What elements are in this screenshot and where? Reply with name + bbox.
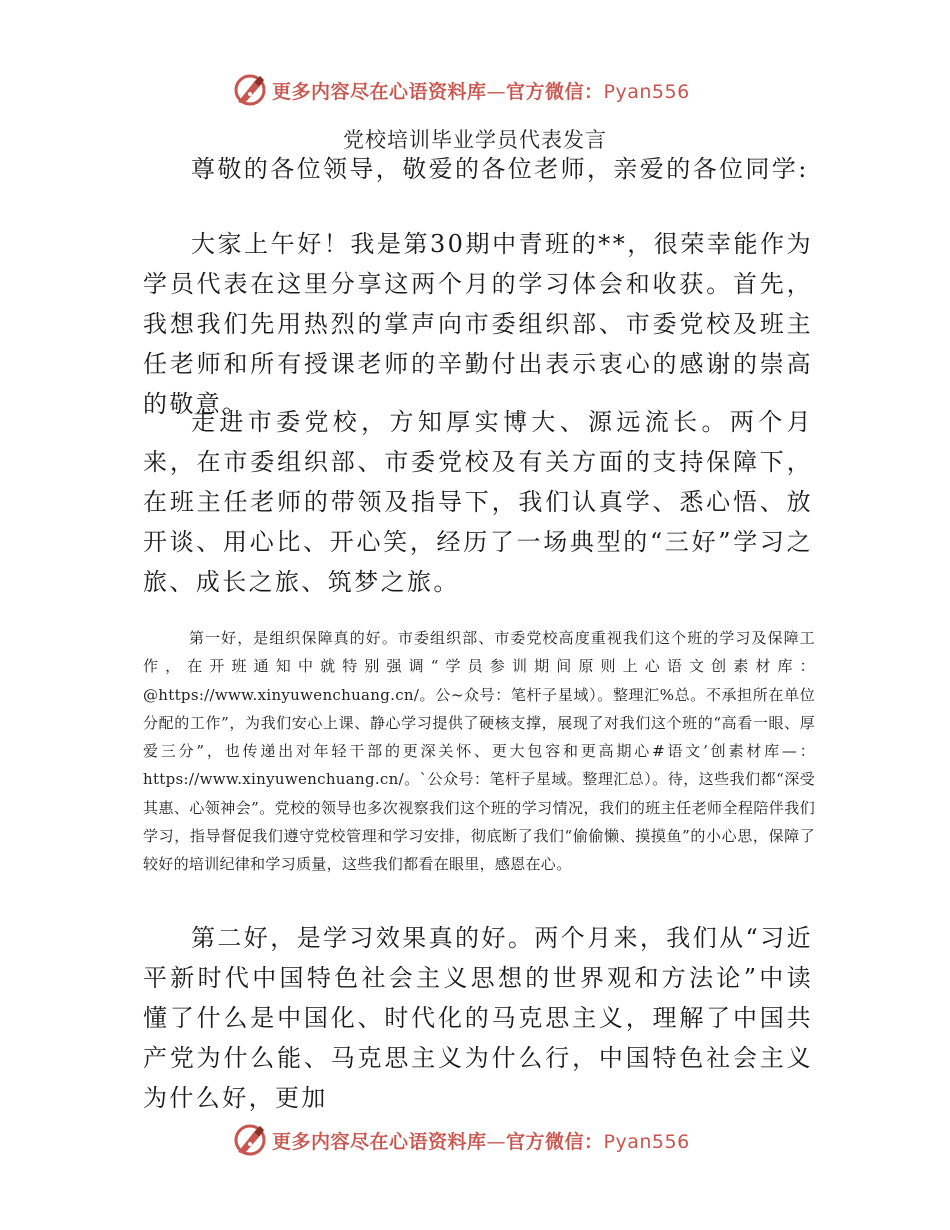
paragraph-second-good: 第二好，是学习效果真的好。两个月来，我们从“习近平新时代中国特色社会主义思想的世界观和方法论”中读懂了什么是中国化、时代化的马克思主义，理解了中国共产党为什么能、马克思主义为什么行，中国特色社会主义为什么好，更加 (143, 924, 813, 1112)
pen-nib-logo-icon (232, 72, 268, 108)
pen-nib-logo-icon (232, 1122, 268, 1158)
paragraph-introduction: 走进市委党校，方知厚实博大、源远流长。两个月来，在市委组织部、市委党校及有关方面的支持保障下，在班主任老师的带领及指导下，我们认真学、悉心悟、放开谈、用心比、开心笑，经历了一场典型的“三好”学习之旅、成长之旅、筑梦之旅。 (143, 408, 813, 596)
document-title: 党校培训毕业学员代表发言 (343, 128, 607, 152)
header-banner[interactable] (232, 72, 712, 108)
salutation: 尊敬的各位领导，敬爱的各位老师，亲爱的各位同学: (191, 155, 809, 183)
footer-banner-text: 更多内容尽在心语资料库—官方微信：Pyan556 (272, 1130, 690, 1153)
header-banner-text: 更多内容尽在心语资料库—官方微信：Pyan556 (272, 80, 690, 103)
paragraph-greeting: 大家上午好！我是第30期中青班的**，很荣幸能作为学员代表在这里分享这两个月的学习体会和收获。首先，我想我们先用热烈的掌声向市委组织部、市委党校及班主任老师和所有授课老师的辛勤付出表示衷心的感谢的崇高的敬意。 (143, 230, 813, 418)
footer-banner[interactable] (232, 1122, 712, 1158)
paragraph-first-good: 第一好，是组织保障真的好。市委组织部、市委党校高度重视我们这个班的学习及保障工作，在开班通知中就特别强调“学员参训期间原则上心语文创素材库：@https://www.xinyuwenchuang.cn/。公~众号：笔杆子星域）。整理汇%总。不承担所在单位分配的工作”，为我们安心上课、静心学习提供了硬核支撑，展现了对我们这个班的“高看一眼、厚爱三分”，也传递出对年轻干部的更深关怀、更大包容和更高期心#语文’创素材库—：https://www.xinyuwenchuang.cn/。`公众号：笔杆子星域。整理汇总）。待，这些我们都“深受其惠、心领神会”。党校的领导也多次视察我们这个班的学习情况，我们的班主任老师全程陪伴我们学习，指导督促我们遵守党校管理和学习安排，彻底断了我们“偷偷懒、摸摸鱼”的小心思，保障了较好的培训纪律和学习质量，这些我们都看在眼里，感恩在心。 (143, 629, 815, 874)
